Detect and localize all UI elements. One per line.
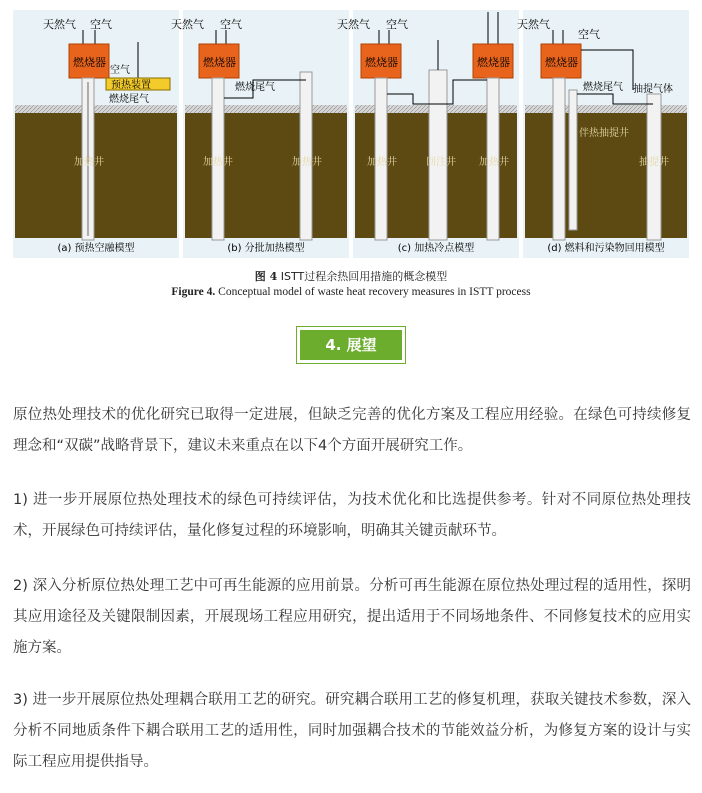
air-label: 空气 <box>386 18 408 31</box>
burner-label: 燃烧器 <box>203 56 236 69</box>
side-well-label: 伴热抽提井 <box>579 128 629 139</box>
paragraph-intro: 原位热处理技术的优化研究已取得一定进展，但缺乏完善的优化方案及工程应用经验。在绿色可持续修复理念和“双碳”战略背景下，建议未来重点在以下4个方面开展研究工作。 <box>13 407 691 454</box>
panel-d-caption: (d) 燃料和污染物回用模型 <box>547 243 665 254</box>
gas-label: 天然气 <box>517 18 550 31</box>
air-label: 空气 <box>578 28 600 41</box>
panel-b <box>171 10 349 258</box>
burner-2-label: 燃烧器 <box>477 56 510 69</box>
figure-title-cn: ISTT过程余热回用措施的概念模型 <box>280 270 448 283</box>
ground-surface <box>525 105 687 113</box>
gas-label: 天然气 <box>43 18 76 31</box>
figure-number-en: Figure 4. <box>171 286 216 298</box>
figure-number-cn: 图 4 <box>254 270 278 283</box>
burner-label: 燃烧器 <box>545 56 578 69</box>
well-2-label: 加热井 <box>292 157 322 168</box>
burner-1-label: 燃烧器 <box>365 56 398 69</box>
section-heading-label: 4. 展望 <box>300 330 402 360</box>
gas-label: 天然气 <box>171 18 204 31</box>
flue-label: 燃烧尾气 <box>235 82 275 93</box>
heating-well <box>553 78 565 240</box>
side-extraction-well <box>569 90 577 230</box>
panel-b-caption: (b) 分批加热模型 <box>227 243 305 254</box>
air2-label: 空气 <box>110 65 130 76</box>
preheater-label: 预热装置 <box>111 80 151 91</box>
ground-surface <box>185 105 347 113</box>
burner-label: 燃烧器 <box>73 56 106 69</box>
figure-4-diagram <box>13 10 689 258</box>
gas-label: 天然气 <box>337 18 370 31</box>
panel-c <box>337 10 519 258</box>
ground-surface <box>15 105 177 113</box>
figure-caption-cn <box>0 268 702 284</box>
air-label: 空气 <box>220 18 242 31</box>
figure-title-en: Conceptual model of waste heat recovery measures in ISTT process <box>218 286 531 298</box>
panel-d <box>517 10 689 258</box>
paragraph-1: 1) 进一步开展原位热处理技术的绿色可持续评估，为技术优化和比选提供参考。针对不同原位热处理技术，开展绿色可持续评估，量化修复过程的环境影响，明确其关键贡献环节。 <box>13 492 691 539</box>
flue-label: 燃烧尾气 <box>109 94 149 105</box>
panel-a <box>13 10 179 258</box>
soil-layer <box>185 113 347 238</box>
flue-label: 燃烧尾气 <box>583 82 623 93</box>
panel-c-caption: (c) 加热冷点模型 <box>397 243 475 254</box>
reinjection-well <box>429 70 447 240</box>
paragraph-3: 3) 进一步开展原位热处理耦合联用工艺的研究。研究耦合联用工艺的修复机理，获取关键技术参数，深入分析不同地质条件下耦合联用工艺的适用性，同时加强耦合技术的节能效益分析，为修复方案的设计与实际工程应用提供指导。 <box>13 692 691 770</box>
extraction-well-label: 抽提井 <box>639 157 669 168</box>
paragraph-2: 2) 深入分析原位热处理工艺中可再生能源的应用前景。分析可再生能源在原位热处理过程的适用性，探明其应用途径及关键限制因素，开展现场工程应用研究，提出适用于不同场地条件、不同修复技术的应用实施方案。 <box>13 578 691 656</box>
well-1-label: 加热井 <box>367 157 397 168</box>
well-label: 加热井 <box>74 157 104 168</box>
well-2-label: 回注井 <box>426 157 456 168</box>
panel-a-caption: (a) 预热空融模型 <box>57 243 135 254</box>
well-3-label: 加热井 <box>479 157 509 168</box>
heating-well-2 <box>300 72 312 240</box>
well-1-label: 加热井 <box>203 157 233 168</box>
extract-gas-label: 抽提气体 <box>633 84 673 95</box>
section-heading <box>296 326 406 364</box>
soil-layer <box>15 113 177 238</box>
figure-caption-en <box>0 286 702 298</box>
air-label: 空气 <box>90 18 112 31</box>
